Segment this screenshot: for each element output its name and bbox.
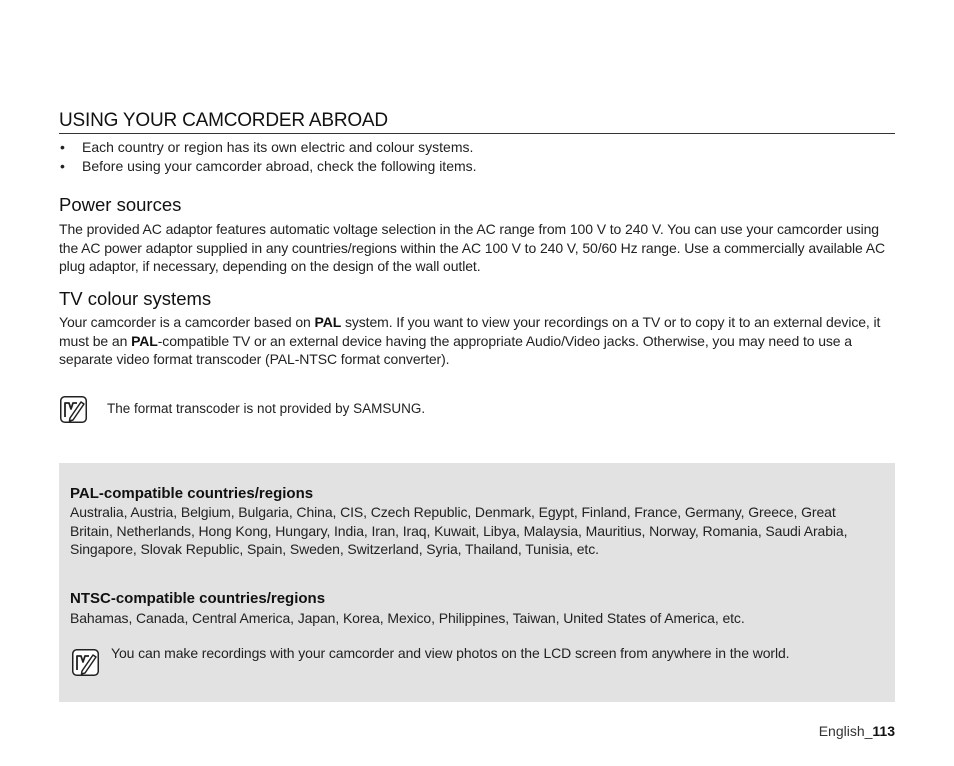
- intro-bullet-list: [59, 138, 477, 176]
- power-sources-text: The provided AC adaptor features automatic voltage selection in the AC range from 100 V to 240 V. You can use your camcorder using the AC power adaptor supplied in any countries/regions within the AC 100 V to 240 V, 50/60 Hz range. Use a commercially available AC plug adaptor, if necessary, depending on the design of the wall outlet.: [59, 221, 885, 275]
- country-info-box: [59, 463, 895, 702]
- bullet-item: • Each country or region has its own electric and colour systems.: [59, 138, 477, 157]
- pal-emphasis: PAL: [314, 314, 342, 330]
- page-number: 113: [872, 723, 895, 739]
- page-footer: [819, 723, 895, 739]
- note-pencil-icon: [60, 396, 87, 423]
- tv-colour-systems-heading: TV colour systems: [59, 288, 212, 309]
- tv-colour-systems-text: Your camcorder is a camcorder based on PAL system. If you want to view your recordings on a TV or to copy it to an external device, it must be an PAL-compatible TV or an external device having the appropriate Audio/Video jacks. Otherwise, you may need to use a separate video format transcoder (PAL-NTSC format converter).: [59, 314, 881, 368]
- box-note-text: You can make recordings with your camcorder and view photos on the LCD screen from anywhere in the world.: [111, 645, 790, 661]
- pal-countries-heading: PAL-compatible countries/regions: [70, 485, 314, 502]
- power-sources-heading: Power sources: [59, 194, 182, 215]
- pal-countries-text: Australia, Austria, Belgium, Bulgaria, China, CIS, Czech Republic, Denmark, Egypt, Finland, France, Germany, Greece, Great Britain, Netherlands, Hong Kong, Hungary, India, Iran, Iraq, Kuwait, Libya, Malaysia, Mauritius, Norway, Romania, Saudi Arabia, Singapore, Slovak Republic, Spain, Sweden, Switzerland, Syria, Thailand, Tunisia, etc.: [70, 504, 848, 558]
- bullet-item: • Before using your camcorder abroad, check the following items.: [59, 157, 477, 176]
- ntsc-countries-heading: NTSC-compatible countries/regions: [70, 590, 326, 607]
- ntsc-countries-text: Bahamas, Canada, Central America, Japan, Korea, Mexico, Philippines, Taiwan, United States of America, etc.: [70, 610, 745, 626]
- pal-emphasis: PAL: [131, 332, 158, 349]
- note-pencil-icon: [72, 649, 99, 676]
- footer-language: English_: [818, 723, 873, 739]
- page-title: USING YOUR CAMCORDER ABROAD: [59, 110, 895, 134]
- note-text: The format transcoder is not provided by SAMSUNG.: [107, 401, 426, 416]
